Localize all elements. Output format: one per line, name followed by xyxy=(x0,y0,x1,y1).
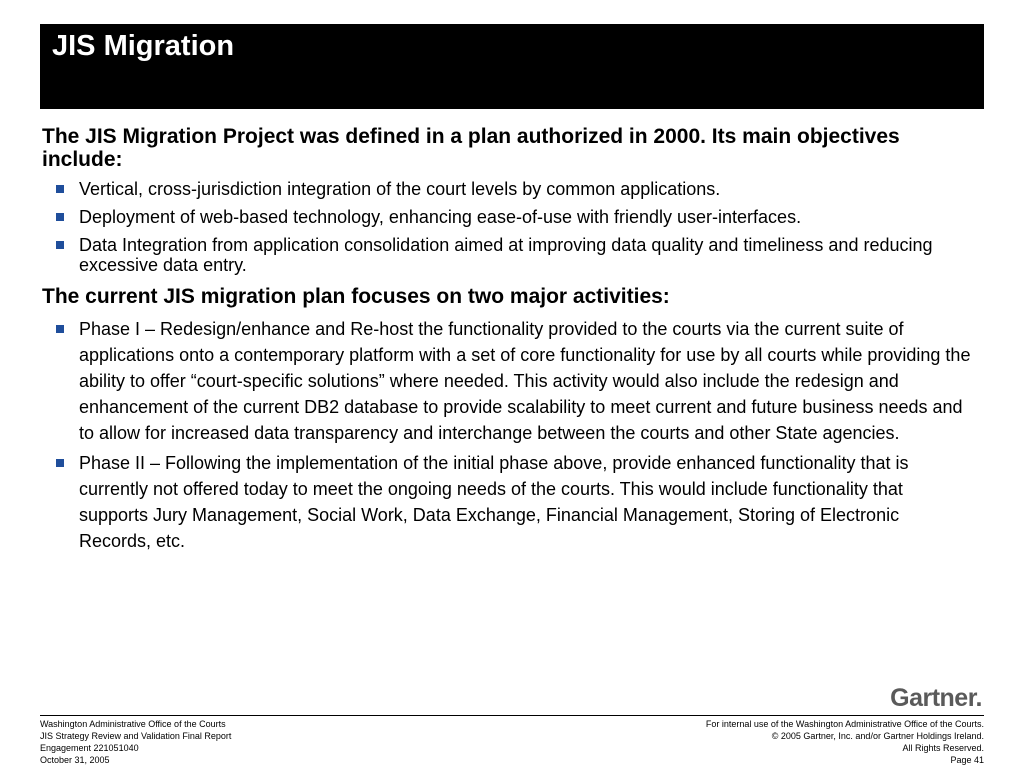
footer-date: October 31, 2005 xyxy=(40,755,110,765)
footer-report: JIS Strategy Review and Validation Final Report xyxy=(40,731,232,741)
square-bullet-icon xyxy=(56,325,64,333)
page-number: Page 41 xyxy=(950,755,984,765)
list-item-text: Phase I – Redesign/enhance and Re-host the functionality provided to the courts via the current suite of applications onto a contemporary platform with a set of core functionality for use by all courts while providing the ability to offer “court-specific solutions” where needed. This activity would also include the redesign and enhancement of the current DB2 database to provide scalability to meet current and future business needs and to allow for increased data transparency and interchange between the courts and other State agencies. xyxy=(79,319,971,443)
list-item-text: Deployment of web-based technology, enhancing ease-of-use with friendly user-interfaces. xyxy=(79,207,802,227)
footer-divider xyxy=(40,715,984,716)
activities-list xyxy=(42,316,972,554)
footer-left xyxy=(40,718,231,766)
square-bullet-icon xyxy=(56,185,64,193)
objectives-heading: The JIS Migration Project was defined in a plan authorized in 2000. Its main objectives include: xyxy=(42,125,900,171)
footer-rights: All Rights Reserved. xyxy=(902,743,984,753)
gartner-logo: Gartner. xyxy=(890,684,982,712)
footer-copyright: © 2005 Gartner, Inc. and/or Gartner Holdings Ireland. xyxy=(771,731,984,741)
list-item xyxy=(42,235,972,275)
activities-heading: The current JIS migration plan focuses on two major activities: xyxy=(42,285,670,308)
square-bullet-icon xyxy=(56,241,64,249)
list-item-text: Data Integration from application consolidation aimed at improving data quality and timeliness and reducing excessive data entry. xyxy=(79,235,933,275)
list-item xyxy=(42,316,972,446)
square-bullet-icon xyxy=(56,459,64,467)
footer-right xyxy=(706,718,984,766)
list-item xyxy=(42,179,972,199)
list-item xyxy=(42,450,972,554)
list-item-text: Phase II – Following the implementation of the initial phase above, provide enhanced functionality that is currently not offered today to meet the ongoing needs of the courts. This would include functionality that supports Jury Management, Social Work, Data Exchange, Financial Management, Storing of Electronic Records, etc. xyxy=(79,453,909,551)
footer-usage: For internal use of the Washington Administrative Office of the Courts. xyxy=(705,719,984,729)
list-item-text: Vertical, cross-jurisdiction integration of the court levels by common applications. xyxy=(79,179,721,199)
slide-title: JIS Migration xyxy=(52,30,235,62)
footer-engagement: Engagement 221051040 xyxy=(40,743,139,753)
slide-body xyxy=(42,125,972,558)
objectives-list xyxy=(42,179,972,275)
square-bullet-icon xyxy=(56,213,64,221)
title-bar xyxy=(40,24,984,109)
list-item xyxy=(42,207,972,227)
footer-org: Washington Administrative Office of the Courts xyxy=(40,719,226,729)
